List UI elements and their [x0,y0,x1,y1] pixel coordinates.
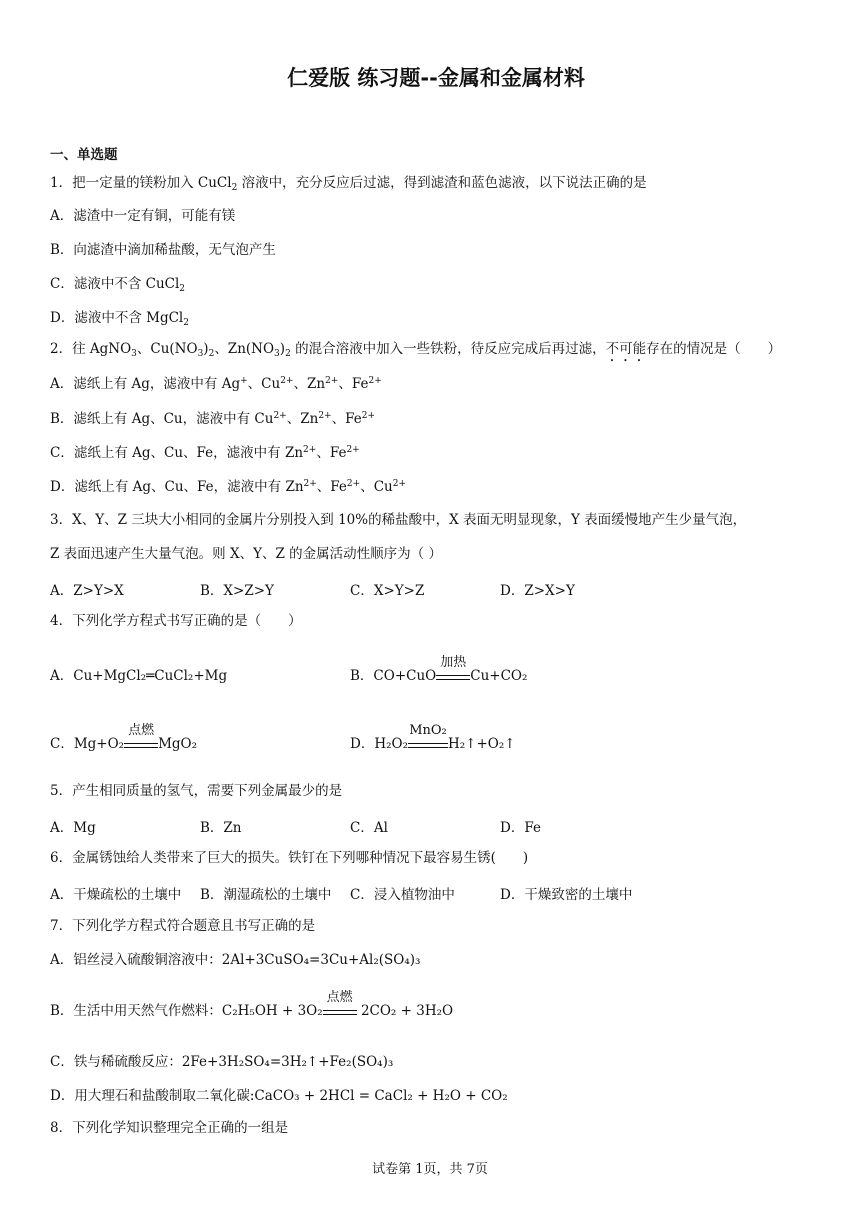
emphasis-text: 不可能 [605,341,647,357]
question-1-option-d[interactable]: D．滤液中不含 MgCl$_2$ [50,310,189,328]
question-3-stem-line-1: 3．X、Y、Z 三块大小相同的金属片分别投入到 10%的稀盐酸中，X 表面无明显现象，Y 表面缓慢地产生少量气泡， [50,512,747,528]
question-1-stem: 1．把一定量的镁粉加入 CuCl$_2$ 溶液中，充分反应后过滤，得到滤渣和蓝色滤液，以下说法正确的是 [50,175,647,193]
question-6-option-a[interactable]: A．干燥疏松的土壤中 [50,887,182,903]
question-2-option-a[interactable]: A．滤纸上有 Ag，滤液中有 Ag+、$Cu^{2+}$、$Zn^{2+}$、$Fe^{2+}$ [50,376,382,392]
question-4-option-a[interactable]: A．Cu+MgCl₂═CuCl₂+Mg [50,668,228,684]
reaction-condition: MnO₂ [408,735,448,748]
question-3-option-a[interactable]: A．Z>Y>X [50,583,124,599]
section-heading: 一、单选题 [50,147,118,163]
question-5-option-a[interactable]: A．Mg [50,820,96,836]
question-6-stem: 6．金属锈蚀给人类带来了巨大的损失。铁钉在下列哪种情况下最容易生锈( ) [50,850,529,866]
reaction-condition: 加热 [436,667,470,680]
question-1-option-b[interactable]: B．向滤渣中滴加稀盐酸，无气泡产生 [50,242,276,258]
question-4-stem: 4．下列化学方程式书写正确的是（ ） [50,613,302,629]
question-3-option-c[interactable]: C．X>Y>Z [350,583,425,599]
question-2-option-d[interactable]: D．滤纸上有 Ag、Cu、Fe，滤液中有 $Zn^{2+}$、$Fe^{2+}$、$Cu^{2+}$ [50,479,407,495]
reaction-condition: 点燃 [323,1002,357,1015]
question-4-option-d[interactable]: D．H₂O₂ MnO₂ H₂↑+O₂↑ [350,723,516,752]
question-7-stem: 7．下列化学方程式符合题意且书写正确的是 [50,918,316,934]
page-footer: 试卷第 1页，共 7页 [372,1162,488,1177]
question-2-option-c[interactable]: C．滤纸上有 Ag、Cu、Fe，滤液中有 $Zn^{2+}$、$Fe^{2+}$ [50,445,360,461]
question-8-stem: 8．下列化学知识整理完全正确的一组是 [50,1120,289,1136]
question-3-option-b[interactable]: B．X>Z>Y [200,583,274,599]
question-7-option-a[interactable]: A．铝丝浸入硫酸铜溶液中：2Al+3CuSO₄=3Cu+Al₂(SO₄)₃ [50,952,421,968]
question-2-stem: 2．往 AgNO$_3$、$Cu(NO_3)_2$、$Zn(NO_3)_2$ 的混合溶液中加入一些铁粉，待反应完成后再过滤，不可能存在的情况是（ ） [50,341,782,359]
question-6-option-d[interactable]: D．干燥致密的土壤中 [500,887,633,903]
question-3-option-d[interactable]: D．Z>X>Y [500,583,575,599]
reaction-condition: 点燃 [124,735,158,748]
page-title: 仁爱版 练习题--金属和金属材料 [287,66,585,90]
question-5-option-c[interactable]: C．Al [350,820,388,836]
question-1-option-a[interactable]: A．滤渣中一定有铜，可能有镁 [50,208,236,224]
question-5-option-d[interactable]: D．Fe [500,820,541,836]
question-5-stem: 5．产生相同质量的氢气，需要下列金属最少的是 [50,783,343,799]
question-7-option-d[interactable]: D．用大理石和盐酸制取二氧化碳:CaCO₃ + 2HCl = CaCl₂ + H₂O + CO₂ [50,1088,508,1104]
question-7-option-c[interactable]: C．铁与稀硫酸反应：2Fe+3H₂SO₄=3H₂↑+Fe₂(SO₄)₃ [50,1054,394,1070]
question-7-option-b[interactable]: B．生活中用天然气作燃料：C₂H₅OH + 3O₂ 点燃 2CO₂ + 3H₂O [50,990,454,1019]
question-1-option-c[interactable]: C．滤液中不含 CuCl$_2$ [50,276,186,294]
question-5-option-b[interactable]: B．Zn [200,820,242,836]
question-6-option-b[interactable]: B．潮湿疏松的土壤中 [200,887,332,903]
question-4-option-b[interactable]: B．CO+CuO 加热 Cu+CO₂ [350,655,528,684]
question-2-option-b[interactable]: B．滤纸上有 Ag、Cu，滤液中有 $Cu^{2+}$、$Zn^{2+}$、$Fe^{2+}$ [50,411,375,427]
question-6-option-c[interactable]: C．浸入植物油中 [350,887,455,903]
question-3-stem-line-2: Z 表面迅速产生大量气泡。则 X、Y、Z 的金属活动性顺序为（ ） [50,546,442,562]
question-4-option-c[interactable]: C．Mg+O₂ 点燃 MgO₂ [50,723,198,752]
